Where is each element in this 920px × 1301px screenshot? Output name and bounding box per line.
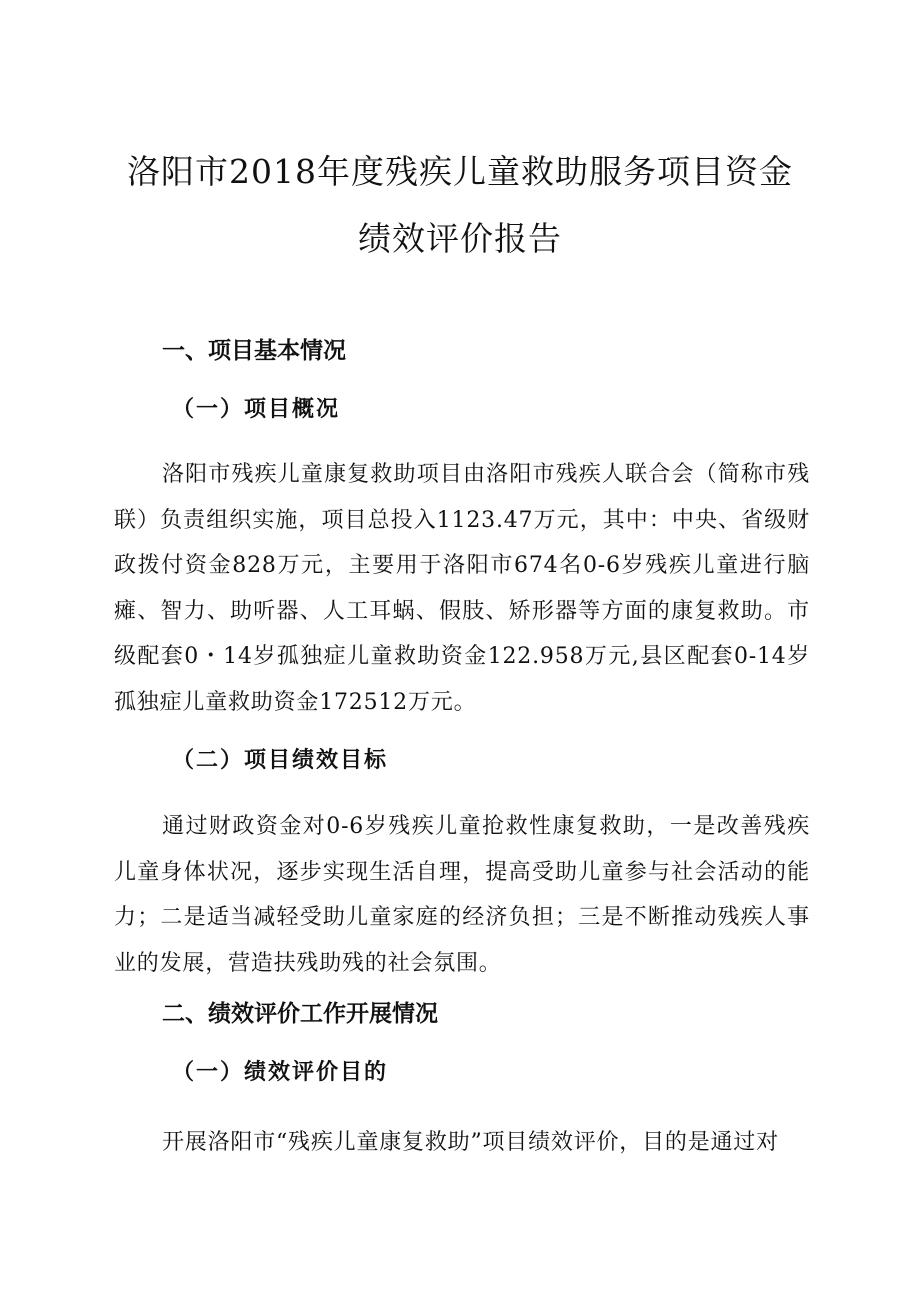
paragraph-evaluation-purpose: 开展洛阳市“残疾儿童康复救助”项目绩效评价，目的是通过对 <box>162 1130 779 1155</box>
subsection-heading-performance-goals: （二）项目绩效目标 <box>172 747 389 773</box>
paragraph-performance-goals: 通过财政资金对0-6岁残疾儿童抢救性康复救助，一是改善残疾儿童身体状况，逐步实现生活自理，提高受助儿童参与社会活动的能力；二是适当减轻受助儿童家庭的经济负担；三是不断推动残疾人事业的发展，营造扶残助残的社会氛围。 <box>114 814 810 976</box>
section-heading-evaluation-work: 二、绩效评价工作开展情况 <box>162 1001 438 1027</box>
section-heading-basic-info: 一、项目基本情况 <box>162 338 346 364</box>
paragraph-overview: 洛阳市残疾儿童康复救助项目由洛阳市残疾人联合会（简称市残联）负责组织实施，项目总投入1123.47万元，其中：中央、省级财政拨付资金828万元，主要用于洛阳市674名0-6岁残疾儿童进行脑瘫、智力、助听器、人工耳蜗、假肢、矫形器等方面的康复救助。市级配套0・14岁孤独症儿童救助资金122.958万元,县区配套0-14岁孤独症儿童救助资金172512万元。 <box>114 462 810 715</box>
subsection-heading-evaluation-purpose: （一）绩效评价目的 <box>172 1059 389 1085</box>
report-title-line-2: 绩效评价报告 <box>358 219 562 258</box>
report-title-line-1: 洛阳市2018年度残疾儿童救助服务项目资金 <box>127 152 793 191</box>
subsection-heading-overview: （一）项目概况 <box>172 396 341 422</box>
